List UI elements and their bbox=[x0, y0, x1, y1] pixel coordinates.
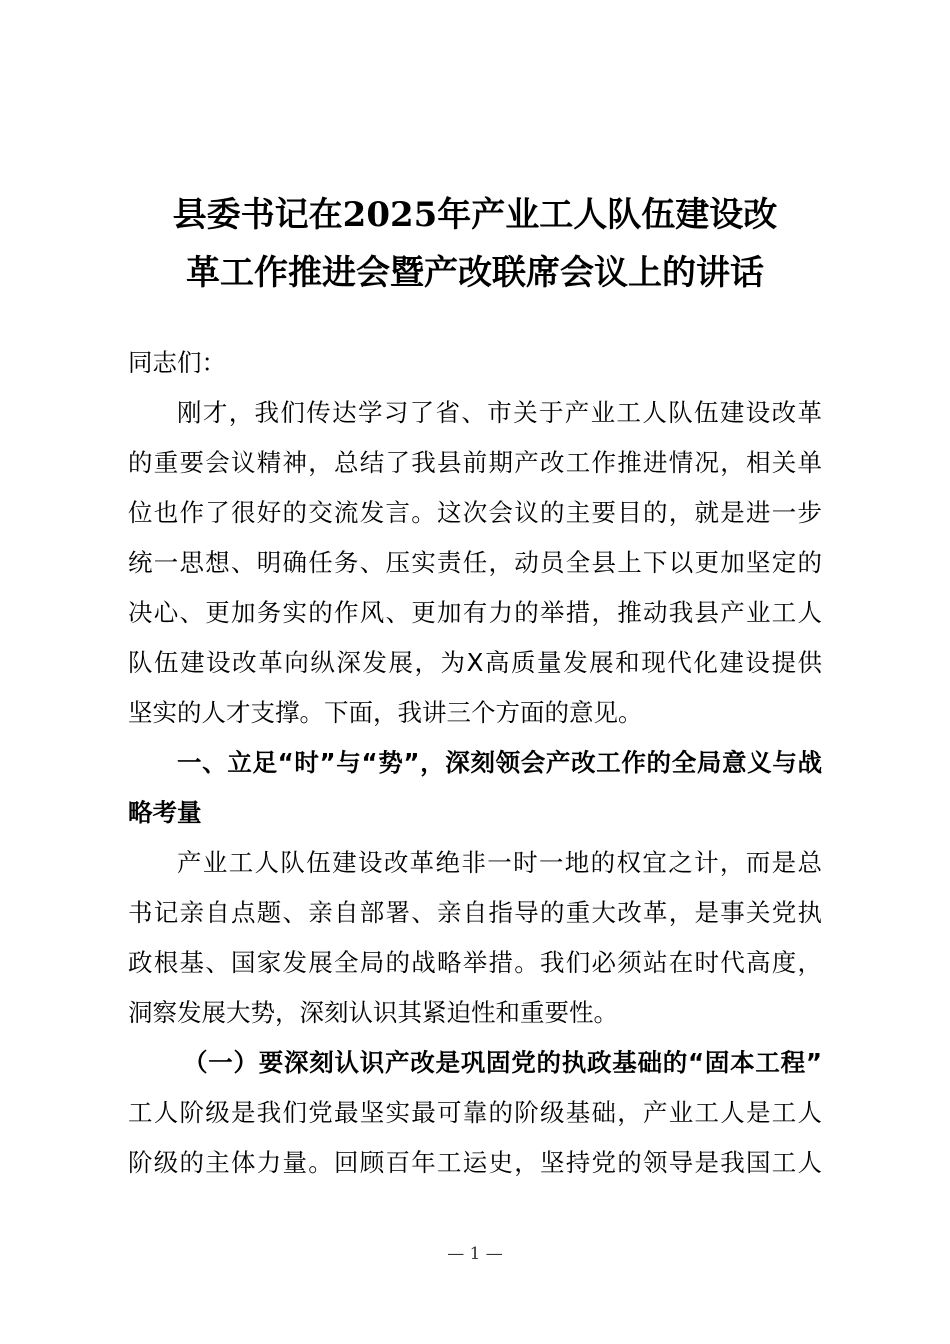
page-number: — 1 — bbox=[447, 1244, 503, 1264]
paragraph-subsection-1 bbox=[128, 1088, 822, 1188]
paragraph-section-1 bbox=[128, 838, 822, 1038]
section-heading-1 bbox=[128, 738, 822, 838]
subheading-1: （一）要深刻认识产改是巩固党的执政基础的“固本工程” bbox=[183, 1048, 822, 1077]
title-line-1: 县委书记在2025年产业工人队伍建设改 bbox=[172, 195, 778, 235]
paragraph-line: 书记亲自点题、亲自部署、亲自指导的重大改革，是事关党执 bbox=[128, 898, 822, 927]
paragraph-line: 洞察发展大势，深刻认识其紧迫性和重要性。 bbox=[128, 998, 618, 1027]
paragraph-line: 工人阶级是我们党最坚实最可靠的阶级基础，产业工人是工人 bbox=[128, 1098, 822, 1127]
paragraph-line: 产业工人队伍建设改革绝非一时一地的权宜之计，而是总 bbox=[177, 848, 822, 877]
paragraph-intro bbox=[128, 388, 822, 738]
paragraph-line: 坚实的人才支撑。下面，我讲三个方面的意见。 bbox=[128, 698, 643, 727]
salutation: 同志们： bbox=[128, 348, 226, 377]
paragraph-line: 统一思想、明确任务、压实责任，动员全县上下以更加坚定的 bbox=[128, 548, 822, 577]
document-body bbox=[128, 338, 822, 1188]
heading-line: 略考量 bbox=[128, 798, 202, 827]
paragraph-line: 刚才，我们传达学习了省、市关于产业工人队伍建设改革 bbox=[177, 398, 822, 427]
title-line-2: 革工作推进会暨产改联席会议上的讲话 bbox=[186, 253, 764, 293]
paragraph-line: 决心、更加务实的作风、更加有力的举措，推动我县产业工人 bbox=[128, 598, 822, 627]
document-title bbox=[128, 186, 822, 302]
heading-line: 一、立足“时”与“势”，深刻领会产改工作的全局意义与战 bbox=[177, 748, 822, 777]
paragraph-line: 位也作了很好的交流发言。这次会议的主要目的，就是进一步 bbox=[128, 498, 822, 527]
paragraph-line: 阶级的主体力量。回顾百年工运史，坚持党的领导是我国工人 bbox=[128, 1148, 822, 1177]
paragraph-line: 队伍建设改革向纵深发展，为X高质量发展和现代化建设提供 bbox=[128, 648, 822, 677]
paragraph-line: 政根基、国家发展全局的战略举措。我们必须站在时代高度， bbox=[128, 948, 822, 977]
paragraph-line: 的重要会议精神，总结了我县前期产改工作推进情况，相关单 bbox=[128, 448, 822, 477]
